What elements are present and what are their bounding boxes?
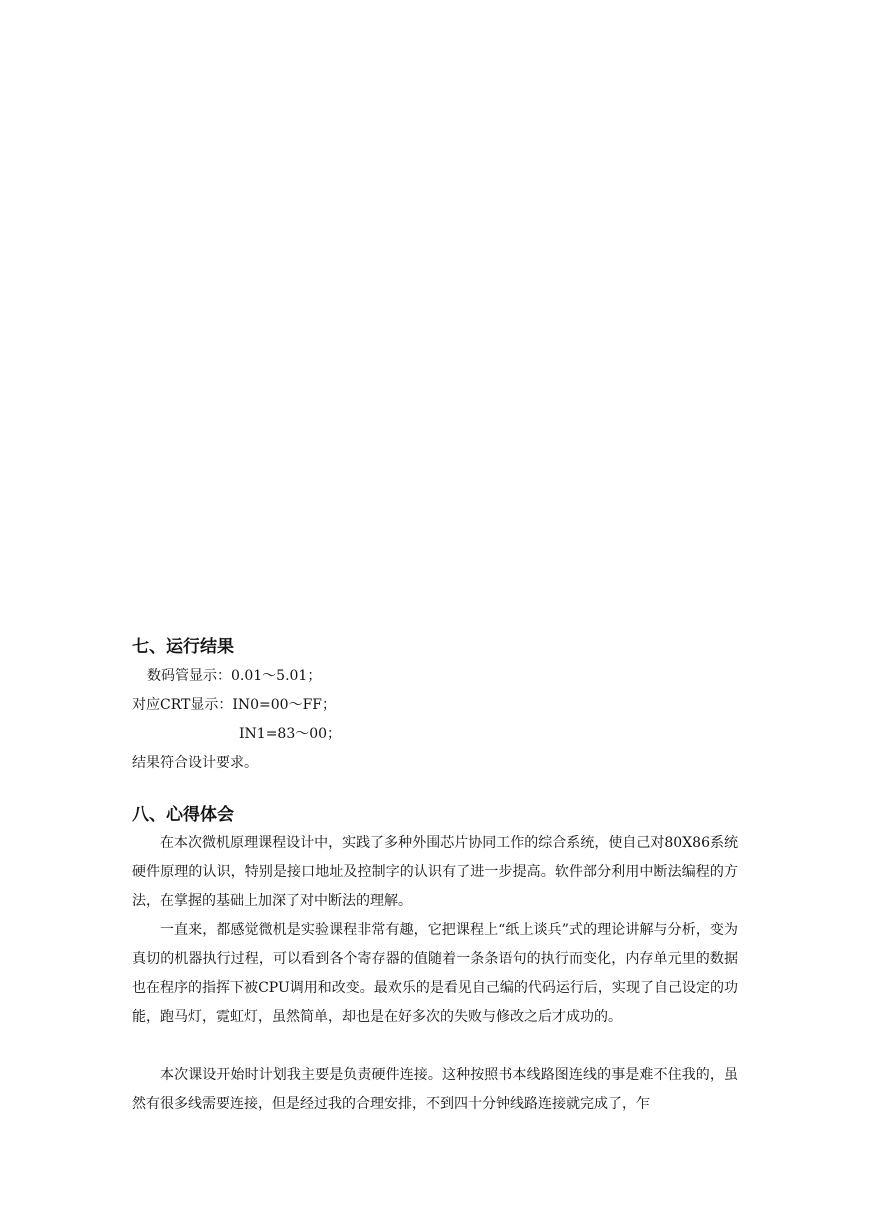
section-7-heading: 七、运行结果 — [132, 637, 234, 657]
result-display-line: 数码管显示：0.01～5.01； — [147, 668, 322, 684]
result-crt-line-1: 对应CRT显示：IN0=00～FF； — [132, 697, 337, 713]
reflection-paragraph-1: 在本次微机原理课程设计中，实践了多种外围芯片协同工作的综合系统，使自己对80X86系统硬件原理的认识，特别是接口地址及控制字的认识有了进一步提高。软件部分利用中断法编程的方法，在掌握的基础上加深了对中断法的理解。 — [132, 835, 738, 909]
section-8-heading: 八、心得体会 — [132, 805, 234, 825]
result-conclusion-line: 结果符合设计要求。 — [132, 755, 258, 771]
reflection-paragraph-2: 一直来，都感觉微机是实验课程非常有趣，它把课程上“纸上谈兵”式的理论讲解与分析，变为真切的机器执行过程，可以看到各个寄存器的值随着一条条语句的执行而变化，内存单元里的数据也在程序的指挥下被CPU调用和改变。最欢乐的是看见自己编的代码运行后，实现了自己设定的功能，跑马灯，霓虹灯，虽然简单，却也是在好多次的失败与修改之后才成功的。 — [132, 922, 738, 1025]
reflection-paragraph-3: 本次课设开始时计划我主要是负责硬件连接。这种按照书本线路图连线的事是难不住我的，虽然有很多线需要连接，但是经过我的合理安排，不到四十分钟线路连接就完成了，乍 — [132, 1067, 738, 1112]
result-crt-line-2: IN1=83～00； — [239, 726, 342, 742]
